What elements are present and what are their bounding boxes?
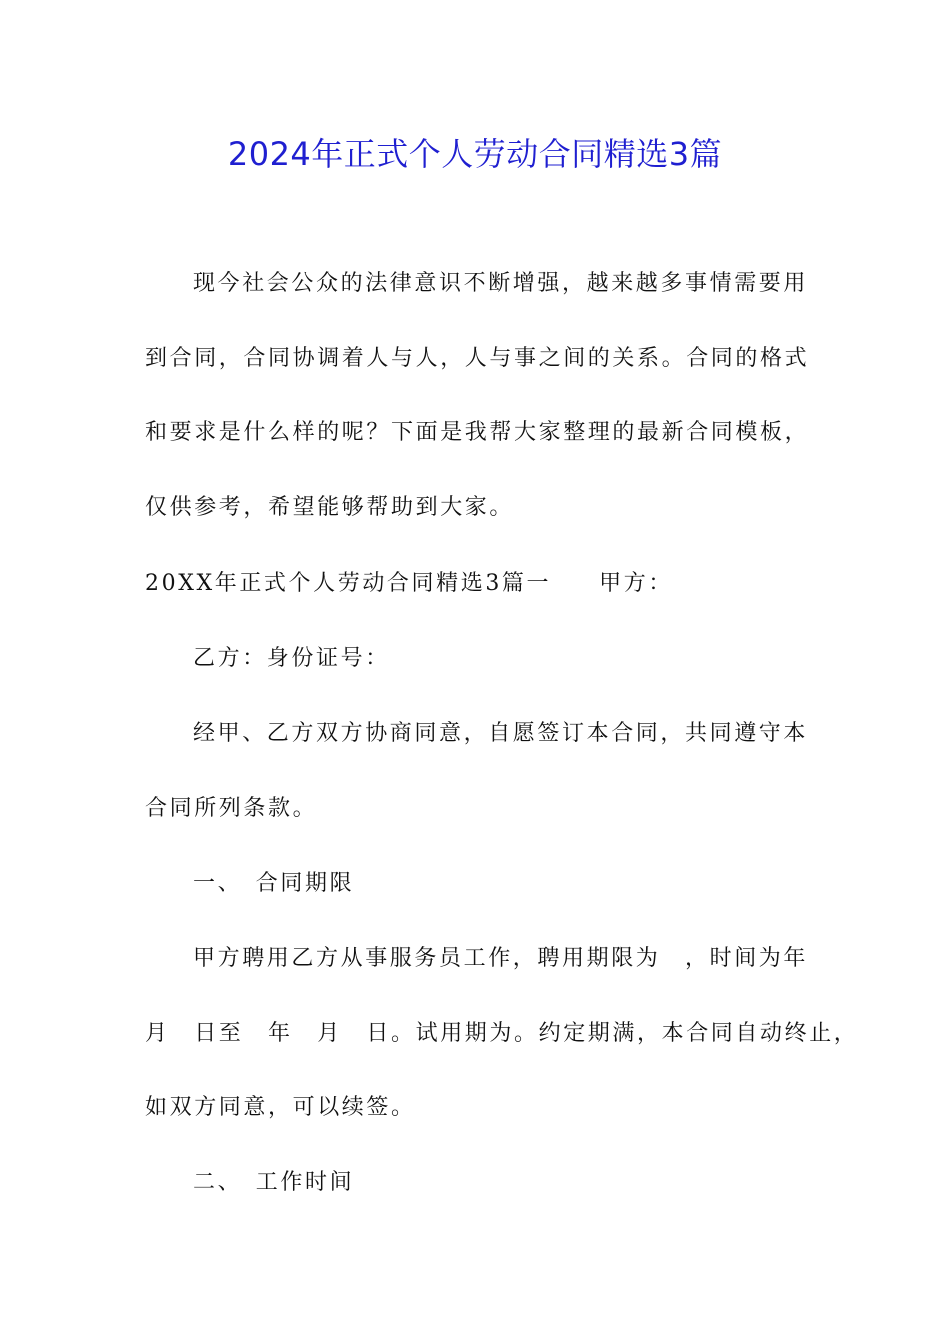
paragraph-line: 现今社会公众的法律意识不断增强，越来越多事情需要用	[193, 271, 809, 296]
paragraph-line: 月 日至 年 月 日。试用期为。约定期满，本合同自动终止，	[145, 1021, 859, 1046]
party-a-label: 甲方：	[599, 571, 673, 596]
paragraph-line: 甲方聘用乙方从事服务员工作，聘用期限为 ，时间为年	[193, 946, 809, 971]
paragraph-line: 如双方同意，可以续签。	[145, 1095, 416, 1120]
paragraph-line: 合同所列条款。	[145, 796, 318, 821]
paragraph-line: 到合同，合同协调着人与人，人与事之间的关系。合同的格式	[145, 346, 810, 371]
document-title: 2024年正式个人劳动合同精选3篇	[227, 135, 723, 173]
section-heading: 20XX年正式个人劳动合同精选3篇一	[145, 571, 552, 596]
paragraph-line: 仅供参考，希望能够帮助到大家。	[145, 495, 515, 520]
party-b-line: 乙方：身份证号：	[193, 646, 390, 671]
paragraph-line: 经甲、乙方双方协商同意，自愿签订本合同，共同遵守本	[193, 721, 809, 746]
clause-heading: 二、 工作时间	[193, 1170, 355, 1195]
section-heading-line	[145, 566, 810, 602]
clause-heading: 一、 合同期限	[193, 871, 355, 896]
paragraph-line: 和要求是什么样的呢？下面是我帮大家整理的最新合同模板，	[145, 420, 810, 445]
